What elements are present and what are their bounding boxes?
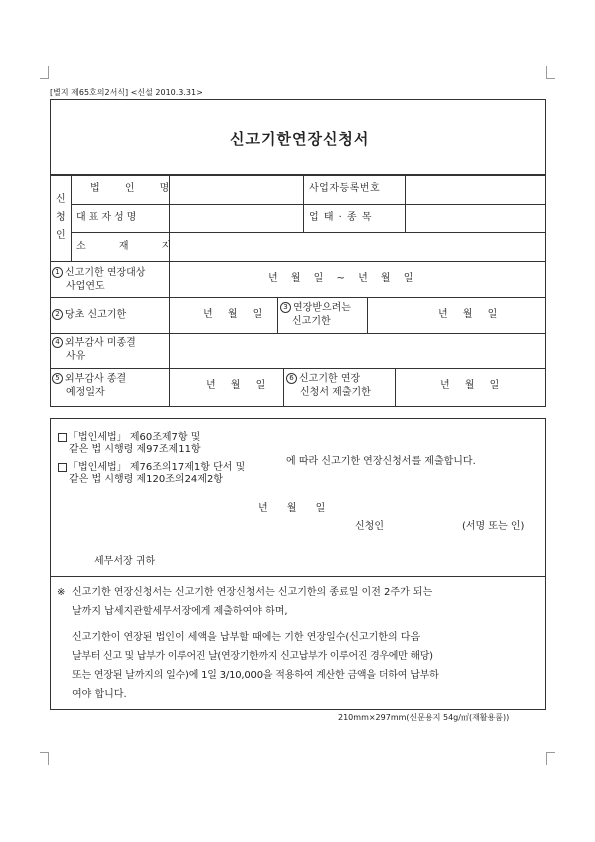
row5-label-line2: 예정일자 <box>66 387 105 398</box>
crop-mark <box>40 78 49 79</box>
table-line <box>71 204 546 205</box>
rep-name-label: 대표자성명 <box>76 212 140 223</box>
row6-label-line2: 신청서 제출기한 <box>300 387 371 398</box>
reg-no-field[interactable] <box>407 177 544 203</box>
address-field[interactable] <box>171 234 544 260</box>
note-text: 날부터 신고 및 납부가 이루어진 날(연장기한까지 신고납부가 이루어진 경우에만 해당) <box>72 651 433 662</box>
circled-number: 5 <box>52 373 63 384</box>
circled-number: 6 <box>286 373 297 384</box>
table-line <box>303 175 304 232</box>
note-mark: ※ <box>57 587 66 598</box>
corp-name-label: 법 인 명 <box>90 183 170 194</box>
applicant-side-label: 청 <box>56 212 66 223</box>
row1-label: 1 신고기한 연장대상 <box>52 267 145 280</box>
audit-reason-field[interactable] <box>171 335 544 367</box>
audit-end-date-value[interactable]: 년 월 일 <box>206 380 266 391</box>
law-option-1: 「법인세법」 제60조제7항 및 <box>58 432 200 444</box>
notes-divider <box>50 576 546 577</box>
table-line <box>71 232 546 233</box>
target-period-value[interactable]: 년 월 일 ~ 년 월 일 <box>268 273 414 284</box>
crop-mark <box>546 78 555 79</box>
row4-label-line2: 사유 <box>66 351 86 362</box>
row3-label-line2: 신고기한 <box>292 316 331 327</box>
table-line <box>50 368 546 369</box>
corp-name-field[interactable] <box>171 177 301 203</box>
page-title: 신고기한연장신청서 <box>230 130 370 148</box>
original-deadline-value[interactable]: 년 월 일 <box>203 309 263 320</box>
table-line <box>405 175 406 232</box>
reg-no-label: 사업자등록번호 <box>309 183 381 194</box>
form-reference: [별지 제65호의2서식] <신설 2010.3.31> <box>50 88 203 97</box>
table-line <box>395 368 396 407</box>
crop-mark <box>546 752 555 753</box>
row2-label: 2 당초 신고기한 <box>52 309 126 322</box>
note-text: 신고기한 연장신청서는 신고기한 연장신청서는 신고기한의 종료일 이전 2주가 되는 <box>72 587 433 598</box>
address-label: 소 재 지 <box>76 241 172 252</box>
sign-or-seal-label: (서명 또는 인) <box>462 521 525 532</box>
addressee: 세무서장 귀하 <box>94 556 156 567</box>
table-line <box>169 175 170 407</box>
table-line <box>50 297 546 298</box>
paper-spec: 210mm×297mm(신문용지 54g/㎡(재활용품)) <box>338 713 510 722</box>
circled-number: 3 <box>280 302 291 313</box>
table-line <box>277 297 278 333</box>
table-line <box>283 368 284 407</box>
note-text: 날까지 납세지관할세무서장에게 제출하여야 하며, <box>72 606 288 617</box>
applicant-side-label: 신 <box>56 194 66 205</box>
law-option-1-checkbox[interactable] <box>58 433 67 442</box>
rep-name-field[interactable] <box>171 206 301 231</box>
crop-mark <box>40 752 49 753</box>
row3-label: 3 연장받으려는 <box>280 302 351 315</box>
submission-deadline-value[interactable]: 년 월 일 <box>440 380 500 391</box>
crop-mark <box>546 752 547 765</box>
applicant-signature-label: 신청인 <box>355 521 384 532</box>
circled-number: 2 <box>52 309 63 320</box>
declaration-date[interactable]: 년 월 일 <box>258 503 326 514</box>
table-line <box>50 333 546 334</box>
law-option-2-checkbox[interactable] <box>58 463 67 472</box>
row4-label: 4 외부감사 미종결 <box>52 337 136 350</box>
row1-label-line2: 사업연도 <box>66 281 105 292</box>
declaration-statement: 에 따라 신고기한 연장신청서를 제출합니다. <box>286 456 476 467</box>
table-line <box>50 261 546 262</box>
extended-deadline-value[interactable]: 년 월 일 <box>438 309 498 320</box>
circled-number: 4 <box>52 337 63 348</box>
table-line <box>367 297 368 333</box>
note-text: 여야 합니다. <box>72 689 127 700</box>
applicant-side-label: 인 <box>56 230 66 241</box>
law-option-2: 「법인세법」 제76조의17제1항 단서 및 <box>58 462 245 474</box>
circled-number: 1 <box>52 267 63 278</box>
table-line <box>71 175 72 261</box>
law-option-1-line2: 같은 법 시행령 제97조제11항 <box>69 444 201 455</box>
row5-label: 5 외부감사 종결 <box>52 373 126 386</box>
law-option-2-line2: 같은 법 시행령 제120조의24제2항 <box>69 474 223 485</box>
note-text: 또는 연장된 날까지의 일수)에 1일 3/10,000을 적용하여 계산한 금액을 더하여 납부하 <box>72 670 439 681</box>
crop-mark <box>48 752 49 765</box>
row6-label: 6 신고기한 연장 <box>286 373 360 386</box>
business-field[interactable] <box>407 206 544 231</box>
business-label: 업 태 · 종 목 <box>309 212 373 223</box>
applicant-signature-field[interactable] <box>400 517 458 533</box>
note-text: 신고기한이 연장된 법인이 세액을 납부할 때에는 기한 연장일수(신고기한의 다음 <box>72 632 421 643</box>
